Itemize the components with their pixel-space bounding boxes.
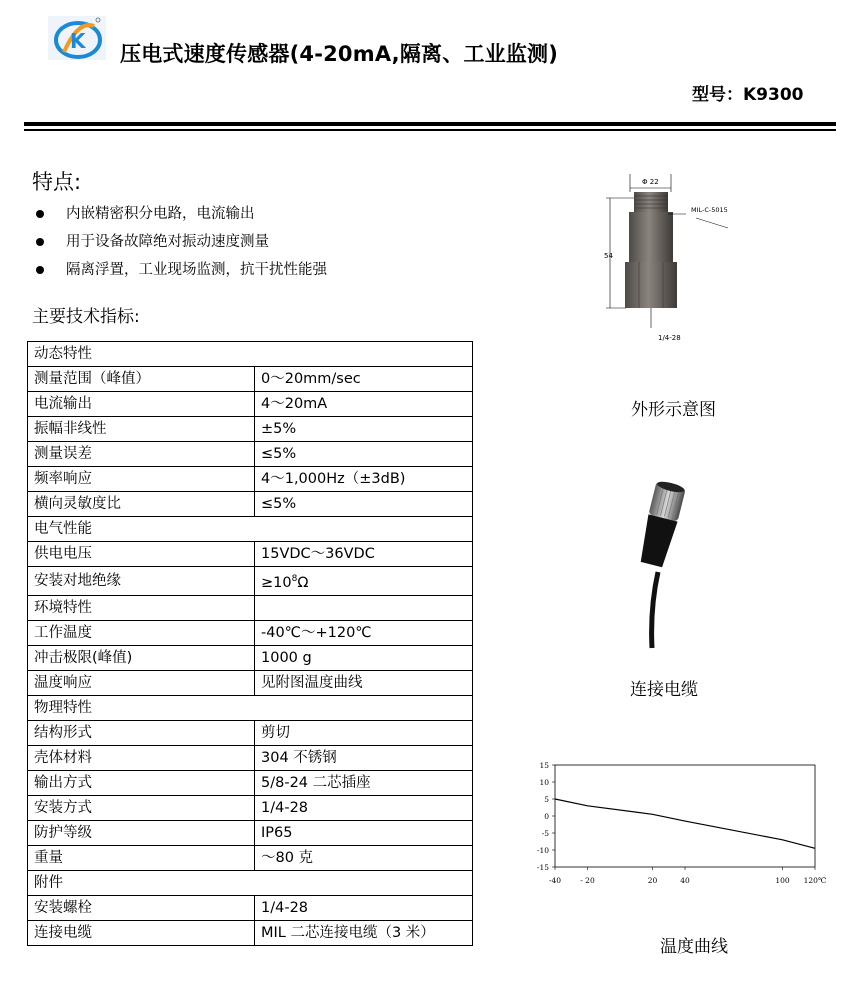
spec-label: 防护等级 xyxy=(28,820,255,845)
spec-row xyxy=(28,392,473,417)
temperature-chart xyxy=(520,755,830,895)
spec-row xyxy=(28,492,473,517)
spec-value: 1/4-28 xyxy=(255,795,473,820)
spec-value xyxy=(255,567,473,596)
y-tick-label: -15 xyxy=(536,863,549,872)
y-tick-label: 10 xyxy=(539,778,549,787)
y-tick-label: -10 xyxy=(536,846,549,855)
spec-label: 安装方式 xyxy=(28,795,255,820)
outline-drawing xyxy=(596,168,746,348)
spec-value: 5/8-24 二芯插座 xyxy=(255,770,473,795)
spec-value: 15VDC～36VDC xyxy=(255,542,473,567)
chart-caption: 温度曲线 xyxy=(660,937,728,957)
spec-row xyxy=(28,517,473,542)
spec-label: 物理特性 xyxy=(28,695,473,720)
y-tick-label: 15 xyxy=(539,761,549,770)
feature-item xyxy=(36,256,327,284)
spec-row xyxy=(28,720,473,745)
spec-label: 安装对地绝缘 xyxy=(28,567,255,596)
spec-row xyxy=(28,595,473,620)
spec-value: 4～20mA xyxy=(255,392,473,417)
features-list xyxy=(36,200,327,284)
diameter-label: Φ 22 xyxy=(642,178,659,186)
spec-label: 振幅非线性 xyxy=(28,417,255,442)
bullet-icon xyxy=(36,210,44,218)
spec-label: 安装螺栓 xyxy=(28,895,255,920)
spec-row xyxy=(28,770,473,795)
bullet-icon xyxy=(36,266,44,274)
spec-row xyxy=(28,670,473,695)
spec-row xyxy=(28,567,473,596)
spec-label: 结构形式 xyxy=(28,720,255,745)
spec-label: 工作温度 xyxy=(28,620,255,645)
spec-label: 频率响应 xyxy=(28,467,255,492)
spec-label: 横向灵敏度比 xyxy=(28,492,255,517)
spec-value: 剪切 xyxy=(255,720,473,745)
connector-label: MIL-C-5015 xyxy=(691,206,728,214)
spec-value: 4～1,000Hz（±3dB) xyxy=(255,467,473,492)
spec-value xyxy=(255,595,473,620)
feature-text: 内嵌精密积分电路，电流输出 xyxy=(66,206,255,222)
spec-row xyxy=(28,645,473,670)
x-tick-label: - 20 xyxy=(580,876,595,885)
spec-row xyxy=(28,367,473,392)
bullet-icon xyxy=(36,238,44,246)
spec-row xyxy=(28,342,473,367)
feature-text: 隔离浮置，工业现场监测，抗干扰性能强 xyxy=(66,262,327,278)
spec-value: ≤5% xyxy=(255,492,473,517)
spec-label: 输出方式 xyxy=(28,770,255,795)
y-tick-label: 5 xyxy=(544,795,549,804)
spec-label: 测量误差 xyxy=(28,442,255,467)
features-title: 特点: xyxy=(32,170,82,194)
svg-text:K: K xyxy=(70,29,86,53)
spec-row xyxy=(28,695,473,720)
spec-row xyxy=(28,442,473,467)
spec-row xyxy=(28,820,473,845)
thread-label: 1/4-28 xyxy=(658,334,681,342)
spec-value: -40℃～+120℃ xyxy=(255,620,473,645)
spec-label: 电气性能 xyxy=(28,517,473,542)
feature-item xyxy=(36,200,327,228)
spec-value-exponent: 8 xyxy=(291,574,298,584)
spec-value: 0～20mm/sec xyxy=(255,367,473,392)
header-rule-thin xyxy=(24,129,836,131)
spec-value: 1000 g xyxy=(255,645,473,670)
spec-row xyxy=(28,620,473,645)
spec-row xyxy=(28,845,473,870)
feature-text: 用于设备故障绝对振动速度测量 xyxy=(66,234,269,250)
spec-row xyxy=(28,870,473,895)
spec-label: 电流输出 xyxy=(28,392,255,417)
spec-row xyxy=(28,920,473,945)
spec-row xyxy=(28,467,473,492)
spec-row xyxy=(28,542,473,567)
spec-table xyxy=(27,341,473,946)
cable-wire xyxy=(652,572,658,648)
y-tick-label: -5 xyxy=(541,829,549,838)
x-tick-label: 40 xyxy=(680,876,690,885)
spec-label: 测量范围（峰值） xyxy=(28,367,255,392)
spec-value: MIL 二芯连接电缆（3 米） xyxy=(255,920,473,945)
spec-value: 304 不锈钢 xyxy=(255,745,473,770)
spec-value: ≤5% xyxy=(255,442,473,467)
spec-row xyxy=(28,795,473,820)
spec-value-unit: Ω xyxy=(297,574,309,591)
spec-value: IP65 xyxy=(255,820,473,845)
height-label: 54 xyxy=(604,252,613,260)
spec-label: 温度响应 xyxy=(28,670,255,695)
spec-label: 动态特性 xyxy=(28,342,473,367)
spec-row xyxy=(28,745,473,770)
spec-value: 见附图温度曲线 xyxy=(255,670,473,695)
header-rule-thick xyxy=(24,122,836,126)
page-title: 压电式速度传感器(4-20mA,隔离、工业监测) xyxy=(120,42,559,66)
connector-thread xyxy=(634,192,668,212)
specs-title: 主要技术指标: xyxy=(32,307,140,327)
x-tick-label: -40 xyxy=(548,876,562,885)
spec-label: 重量 xyxy=(28,845,255,870)
spec-label: 供电电压 xyxy=(28,542,255,567)
spec-value: ±5% xyxy=(255,417,473,442)
x-tick-label: 20 xyxy=(647,876,658,885)
spec-label: 附件 xyxy=(28,870,473,895)
drawing-caption: 外形示意图 xyxy=(631,400,716,420)
feature-item xyxy=(36,228,327,256)
spec-label: 连接电缆 xyxy=(28,920,255,945)
spec-value: ～80 克 xyxy=(255,845,473,870)
x-tick-label: 120℃ xyxy=(803,876,827,885)
spec-label: 壳体材料 xyxy=(28,745,255,770)
spec-row xyxy=(28,417,473,442)
spec-value-text: ≥10 xyxy=(261,574,292,591)
company-logo xyxy=(46,12,110,64)
sensor-hex-base xyxy=(625,262,677,308)
sensor-body xyxy=(629,212,673,262)
cable-boot xyxy=(637,514,678,568)
temperature-curve xyxy=(555,799,815,848)
x-tick-label: 100 xyxy=(775,876,790,885)
y-tick-label: 0 xyxy=(544,812,549,821)
spec-value: 1/4-28 xyxy=(255,895,473,920)
chart-frame xyxy=(555,765,815,867)
cable-caption: 连接电缆 xyxy=(630,680,698,700)
spec-label: 环境特性 xyxy=(28,595,255,620)
spec-label: 冲击极限(峰值) xyxy=(28,645,255,670)
cable-image xyxy=(628,478,698,650)
model-number: 型号：K9300 xyxy=(692,85,804,105)
spec-row xyxy=(28,895,473,920)
